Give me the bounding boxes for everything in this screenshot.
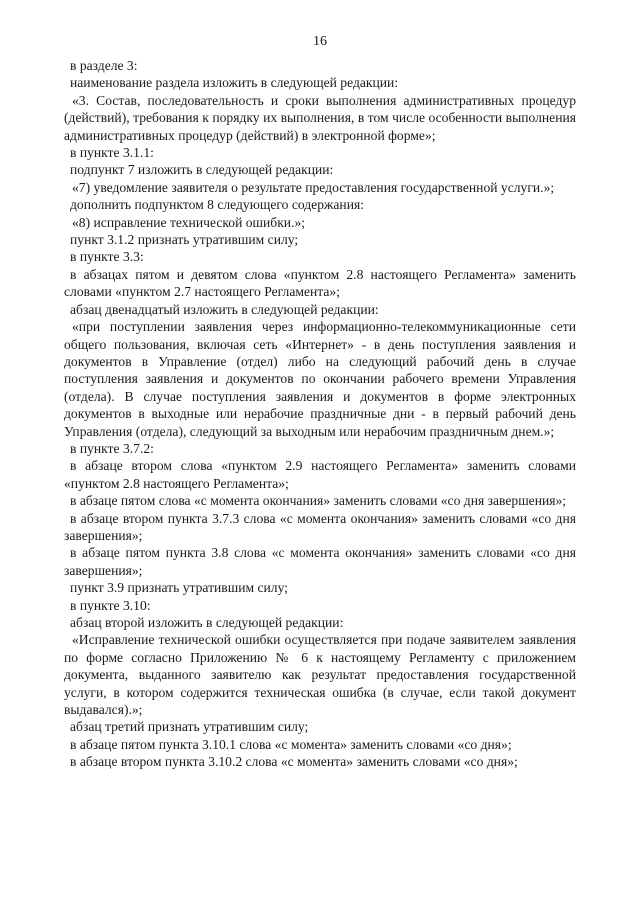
paragraph: «7) уведомление заявителя о результате предоставления государственной услуги.»; [72, 179, 555, 195]
paragraph: абзац третий признать утратившим силу; [70, 719, 309, 735]
paragraph: в пункте 3.10: [70, 597, 151, 613]
paragraph: «при поступлении заявления через информационно-телекоммуникационные сети общего пользования, включая сеть «Интернет» - в день поступления заявления и документов в Управление (отдел) либо на следующий рабочий день в случае поступления заявления и документов по окончании рабочего времени Управления (отдела). В случае поступления заявления и документов в форме электронных документов в выходные или нерабочие праздничные дни - в первый рабочий день Управления (отдела), следующий за выходным или нерабочим праздничным днем.»; [64, 319, 576, 439]
paragraph: «3. Состав, последовательность и сроки выполнения административных процедур (действий), требования к порядку их выполнения, в том числе особенности выполнения административных процедур (действий) в электронной форме»; [64, 92, 576, 143]
paragraph: в абзаце втором слова «пунктом 2.9 настоящего Регламента» заменить словами «пунктом 2.8 настоящего Регламента»; [64, 458, 576, 491]
paragraph: дополнить подпунктом 8 следующего содержания: [70, 197, 365, 213]
paragraph: в пункте 3.1.1: [70, 145, 154, 161]
paragraph: в абзаце пятом пункта 3.8 слова «с момента окончания» заменить словами «со дня завершения»; [64, 545, 576, 578]
paragraph: абзац двенадцатый изложить в следующей редакции: [70, 301, 379, 317]
document-body [64, 57, 576, 771]
paragraph: абзац второй изложить в следующей редакции: [70, 615, 344, 630]
paragraph: в разделе 3: [70, 58, 138, 73]
paragraph: пункт 3.9 признать утратившим силу; [70, 580, 288, 596]
paragraph: в пункте 3.3: [70, 249, 144, 265]
paragraph: в абзаце втором пункта 3.7.3 слова «с момента окончания» заменить словами «со дня завершения»; [64, 510, 576, 543]
paragraph: наименование раздела изложить в следующей редакции: [70, 75, 399, 91]
paragraph: в абзаце пятом пункта 3.10.1 слова «с момента» заменить словами «со дня»; [70, 736, 512, 752]
page-number: 16 [313, 34, 327, 49]
paragraph: в абзацах пятом и девятом слова «пунктом 2.8 настоящего Регламента» заменить словами «пунктом 2.7 настоящего Регламента»; [64, 266, 576, 300]
paragraph: в абзаце втором пункта 3.10.2 слова «с момента» заменить словами «со дня»; [70, 754, 518, 770]
paragraph: подпункт 7 изложить в следующей редакции: [70, 162, 334, 178]
paragraph: в абзаце пятом слова «с момента окончания» заменить словами «со дня завершения»; [70, 493, 567, 509]
paragraph: в пункте 3.7.2: [70, 440, 154, 456]
paragraph: «Исправление технической ошибки осуществляется при подаче заявителем заявления по форме согласно Приложению № 6 к настоящему Регламенту с приложением документа, выданного заявителю как результат предоставления государственной услуги, в котором содержится техническая ошибка (в случае, если такой документ выдавался).»; [64, 632, 576, 718]
paragraph: «8) исправление технической ошибки.»; [72, 214, 306, 230]
paragraph: пункт 3.1.2 признать утратившим силу; [70, 232, 299, 248]
